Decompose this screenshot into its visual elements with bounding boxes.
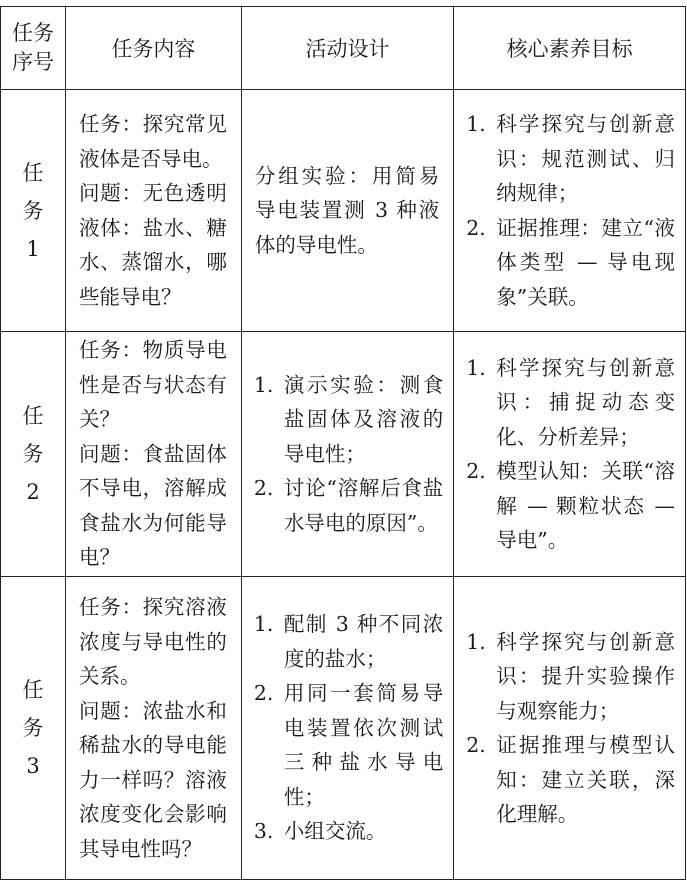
activity-text: 讨论“溶解后食盐水导电的原因”。: [283, 476, 444, 535]
goal-item: [466, 454, 675, 558]
goal-text: 模型认知：关联“溶解 — 颗粒状态 — 导电”。: [496, 459, 675, 552]
activity-text: 分组实验：用简易导电装置测 3 种液体的导电性。: [254, 163, 440, 257]
goal-item: [466, 625, 675, 729]
goal-list: [454, 107, 685, 314]
task-number-digit: 1: [26, 236, 40, 261]
task-question: 问题：浓盐水和稀盐水的导电能力一样吗？溶液浓度变化会影响其导电性吗？: [79, 698, 227, 861]
activity-cell: [241, 90, 453, 332]
header-task-number-line1: 任务: [12, 21, 55, 45]
goal-cell: [454, 90, 686, 332]
header-task-content: 任务内容: [66, 7, 242, 90]
goal-text: 科学探究与创新意识：捕捉动态变化、分析差异；: [496, 355, 675, 449]
task-question: 问题：无色透明液体：盐水、糖水、蒸馏水，哪些能导电？: [79, 181, 227, 309]
task-number-char: 任: [22, 160, 44, 185]
activity-cell: [241, 332, 453, 577]
table-row: [1, 332, 686, 577]
list-marker: 2.: [253, 476, 274, 501]
activity-text: 演示实验：测食盐固体及溶液的导电性；: [283, 372, 444, 466]
task-question: 问题：食盐固体不导电，溶解成食盐水为何能导电？: [79, 441, 227, 570]
task-number-char: 任: [22, 678, 44, 702]
activity-item: [254, 607, 443, 676]
activity-list: [242, 607, 453, 849]
table-row: [1, 90, 686, 332]
task-statement: 任务：探究常见液体是否导电。: [79, 112, 227, 171]
task-content-cell: [66, 577, 242, 880]
list-marker: 1.: [253, 372, 274, 397]
goal-list: [454, 351, 685, 558]
task-statement: 任务：物质导电性是否与状态有关？: [79, 338, 227, 432]
activity-text: 小组交流。: [283, 819, 387, 844]
task-number-digit: 2: [26, 480, 40, 504]
activity-item: [254, 471, 443, 540]
goal-cell: [454, 577, 686, 880]
list-marker: 1.: [466, 112, 486, 136]
goal-list: [454, 625, 685, 832]
activity-list: [242, 368, 453, 541]
task-content-cell: [66, 332, 242, 577]
task-number-cell: [1, 577, 66, 880]
activity-item: [254, 676, 443, 814]
list-marker: 2.: [466, 215, 486, 240]
task-number-char: 任: [22, 404, 44, 428]
header-task-number: [1, 7, 66, 90]
task-number-cell: [1, 90, 66, 332]
task-number-char: 务: [22, 198, 44, 223]
goal-item: [466, 351, 675, 455]
activity-item: [254, 368, 443, 472]
header-task-number-line2: 序号: [12, 50, 55, 74]
goal-text: 科学探究与创新意识：提升实验操作与观察能力；: [496, 629, 675, 723]
list-marker: 3.: [253, 819, 274, 844]
goal-item: [466, 728, 675, 832]
goal-item: [466, 211, 675, 315]
goal-item: [466, 107, 675, 211]
activity-item: [254, 814, 443, 849]
header-core-goal: 核心素养目标: [454, 7, 686, 90]
task-table: [0, 6, 686, 880]
goal-text: 证据推理：建立“液体类型 — 导电现象”关联。: [496, 215, 675, 309]
list-marker: 1.: [466, 355, 486, 380]
activity-text: 配制 3 种不同浓度的盐水；: [283, 612, 444, 671]
list-marker: 2.: [466, 733, 486, 757]
list-marker: 2.: [253, 681, 274, 706]
list-marker: 1.: [466, 629, 486, 654]
activity-text: 用同一套简易导电装置依次测试三种盐水导电性；: [283, 681, 444, 809]
header-row: [1, 7, 686, 90]
list-marker: 2.: [466, 459, 486, 483]
task-number-char: 务: [22, 442, 44, 466]
activity-cell: [241, 577, 453, 880]
task-number-cell: [1, 332, 66, 577]
goal-text: 证据推理与模型认知：建立关联，深化理解。: [496, 733, 675, 826]
list-marker: 1.: [253, 612, 274, 637]
table-row: [1, 577, 686, 880]
task-content-cell: [66, 90, 242, 332]
goal-text: 科学探究与创新意识：规范测试、归纳规律；: [496, 112, 675, 205]
header-activity-design: 活动设计: [241, 7, 453, 90]
goal-cell: [454, 332, 686, 577]
task-number-char: 务: [22, 716, 44, 740]
task-number-digit: 3: [26, 754, 40, 778]
task-statement: 任务：探究溶液浓度与导电性的关系。: [79, 595, 227, 688]
